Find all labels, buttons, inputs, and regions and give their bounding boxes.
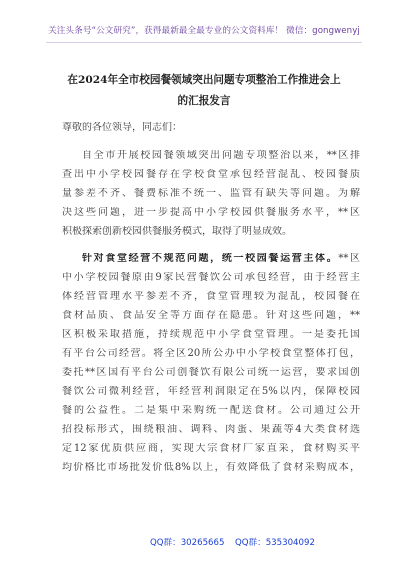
paragraph-1-line-5: 积极探索创新校园供餐服务模式，取得了明显成效。 — [62, 226, 292, 237]
paragraph-2-line-7: 委托**区国有平台公司创餐饮有限公司统一运营，要求国创 — [62, 367, 360, 378]
paragraph-2-lead: 针对食堂经营不规范问题，统一校园餐运营主体。 — [82, 253, 339, 264]
footer-qq-group-2: QQ群：535304092 — [235, 538, 315, 548]
document-title-line-1: 在2024年全市校园餐领域突出问题专项整治工作推进会上 — [67, 74, 341, 86]
paragraph-2-line-1 — [82, 253, 360, 265]
paragraph-2-line-10: 招投标形式，围绕粮油、调料、肉蛋、果蔬等4大类食材选 — [62, 424, 360, 435]
paragraph-2-line-3: 体经营管理水平参差不齐，食堂管理较为混乱，校园餐在 — [62, 291, 360, 302]
footer-qq-group-1: QQ群：30265665 — [150, 538, 225, 548]
paragraph-1-line-2: 查出中小学校园餐存在学校食堂承包经营混乱、校园餐质 — [62, 169, 360, 180]
paragraph-2-line-9: 餐的公益性。二是集中采购统一配送食材。公司通过公开 — [62, 405, 360, 416]
paragraph-1-line-3: 量参差不齐、餐费标准不统一、监管有缺失等问题。为解 — [62, 188, 360, 199]
header-divider — [46, 42, 362, 43]
header-banner: 关注头条号“公文研究”，获得最新最全最专业的公文资料库！ 微信：gongwenyj — [48, 26, 360, 36]
paragraph-2-line-6: 有平台公司经营。将全区20所公办中小学校食堂整体打包， — [62, 348, 360, 359]
paragraph-1-line-1: 自全市开展校园餐领域突出问题专项整治以来，**区排 — [82, 150, 360, 161]
paragraph-1-line-4: 决这些问题，进一步提高中小学校园供餐服务水平，**区 — [62, 207, 360, 218]
paragraph-2-lead-tail: **区 — [338, 253, 360, 264]
paragraph-2-line-8: 餐饮公司微利经营，年经营利润限定在5%以内，保障校园 — [62, 386, 360, 397]
paragraph-2-line-5: 区积极采取措施，持续规范中小学食堂管理。一是委托国 — [62, 329, 360, 340]
paragraph-2-line-4: 食材品质、食品安全等方面存在隐患。针对这些问题，** — [62, 310, 360, 321]
document-title-line-2: 的汇报发言 — [177, 95, 231, 107]
paragraph-2-line-2: 中小学校园餐原由9家民营餐饮公司承包经营，由于经营主 — [62, 272, 360, 283]
salutation: 尊敬的各位领导，同志们： — [62, 122, 182, 133]
paragraph-2-line-11: 定12家优质供应商，实现大宗食材厂家直采，食材购买平 — [62, 443, 360, 454]
paragraph-2-line-12: 均价格比市场批发价低8%以上，有效降低了食材采购成本， — [62, 462, 360, 473]
